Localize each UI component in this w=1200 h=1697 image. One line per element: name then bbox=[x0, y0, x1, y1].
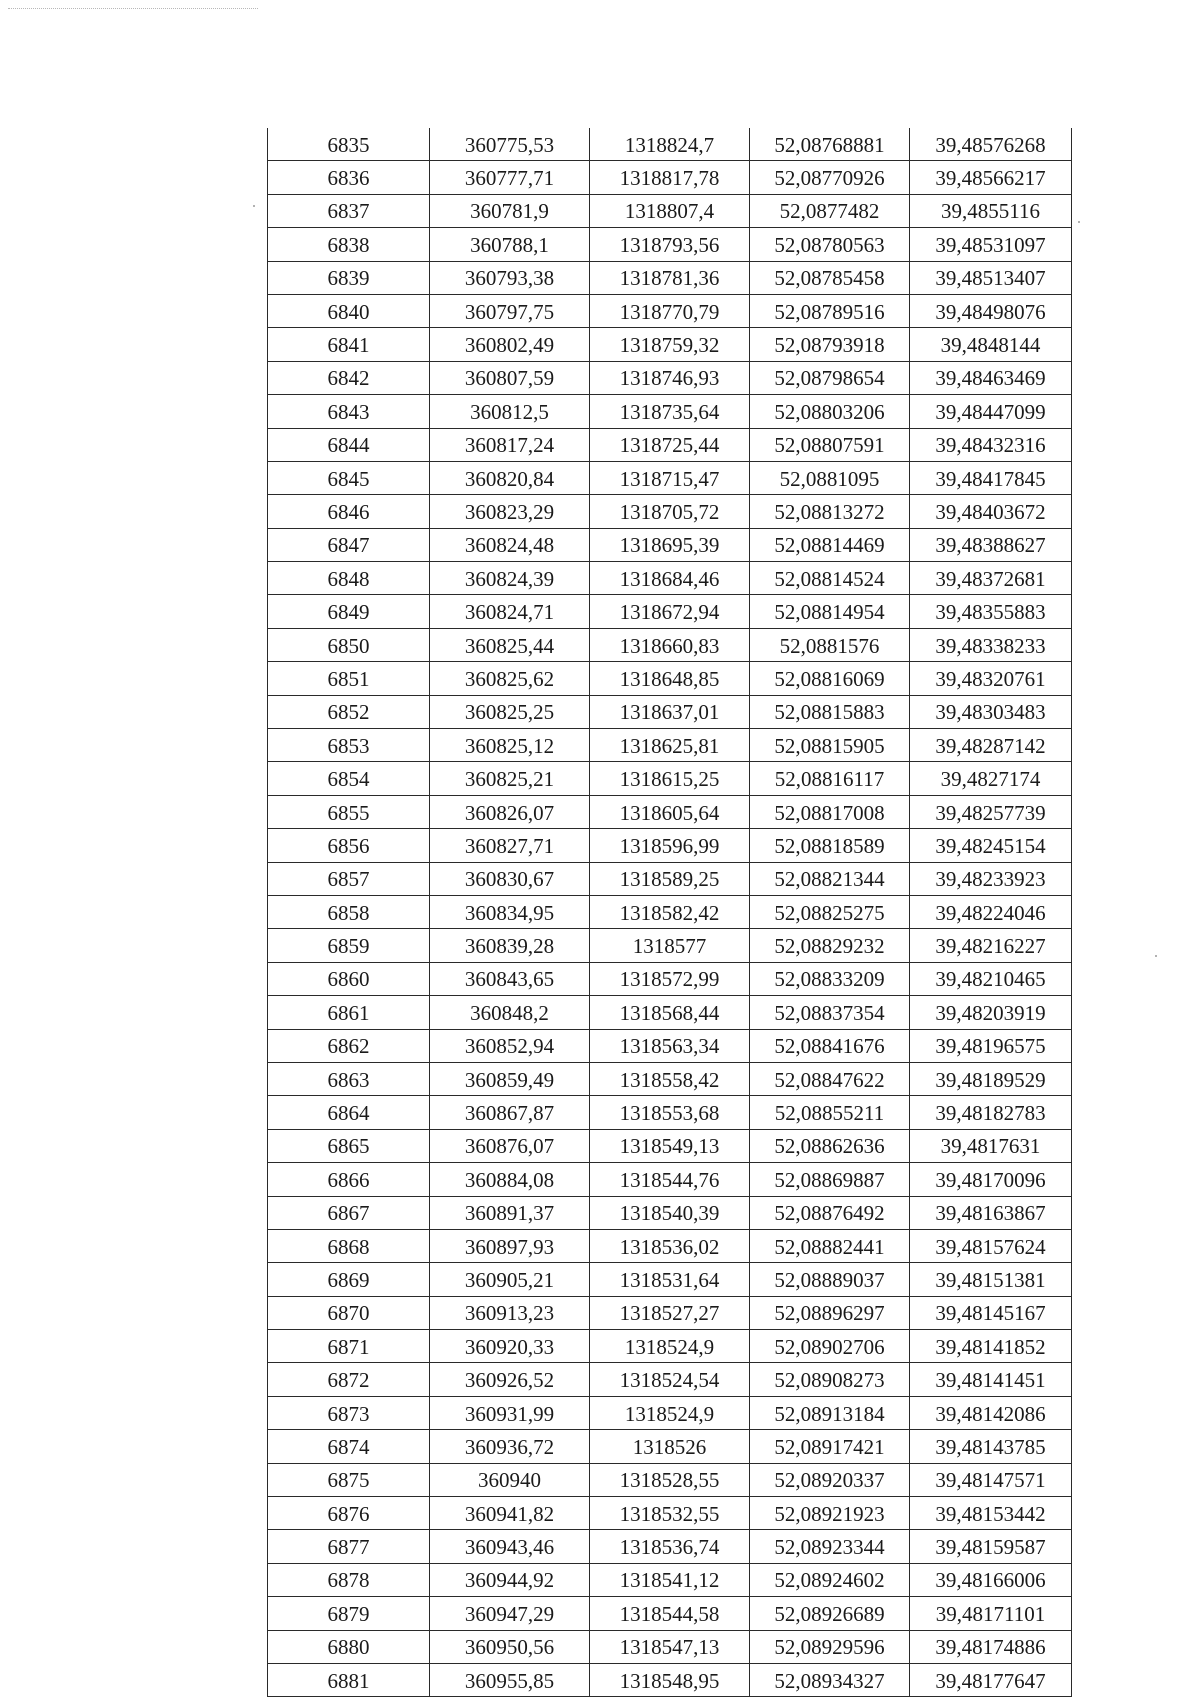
point-number-cell: 6857 bbox=[268, 862, 430, 895]
point-number-cell: 6848 bbox=[268, 562, 430, 595]
x-coordinate-cell: 360943,46 bbox=[430, 1530, 590, 1563]
latitude-cell: 52,08917421 bbox=[750, 1430, 910, 1463]
point-number-cell: 6874 bbox=[268, 1430, 430, 1463]
point-number-cell: 6854 bbox=[268, 762, 430, 795]
y-coordinate-cell: 1318553,68 bbox=[590, 1096, 750, 1129]
latitude-cell: 52,08855211 bbox=[750, 1096, 910, 1129]
point-number-cell: 6869 bbox=[268, 1263, 430, 1296]
point-number-cell: 6849 bbox=[268, 595, 430, 628]
x-coordinate-cell: 360947,29 bbox=[430, 1597, 590, 1630]
table-row bbox=[268, 1096, 1072, 1129]
y-coordinate-cell: 1318541,12 bbox=[590, 1563, 750, 1596]
latitude-cell: 52,08829232 bbox=[750, 929, 910, 962]
x-coordinate-cell: 360824,71 bbox=[430, 595, 590, 628]
y-coordinate-cell: 1318526 bbox=[590, 1430, 750, 1463]
longitude-cell: 39,48151381 bbox=[910, 1263, 1072, 1296]
y-coordinate-cell: 1318807,4 bbox=[590, 194, 750, 227]
x-coordinate-cell: 360876,07 bbox=[430, 1129, 590, 1162]
x-coordinate-cell: 360931,99 bbox=[430, 1396, 590, 1429]
latitude-cell: 52,08789516 bbox=[750, 294, 910, 327]
longitude-cell: 39,48403672 bbox=[910, 495, 1072, 528]
point-number-cell: 6856 bbox=[268, 829, 430, 862]
coordinates-table bbox=[267, 128, 1072, 1697]
y-coordinate-cell: 1318568,44 bbox=[590, 996, 750, 1029]
longitude-cell: 39,48163867 bbox=[910, 1196, 1072, 1229]
x-coordinate-cell: 360897,93 bbox=[430, 1229, 590, 1262]
table-row bbox=[268, 1430, 1072, 1463]
x-coordinate-cell: 360825,21 bbox=[430, 762, 590, 795]
table-row bbox=[268, 628, 1072, 661]
table-row bbox=[268, 1363, 1072, 1396]
longitude-cell: 39,48157624 bbox=[910, 1229, 1072, 1262]
y-coordinate-cell: 1318524,54 bbox=[590, 1363, 750, 1396]
y-coordinate-cell: 1318735,64 bbox=[590, 395, 750, 428]
point-number-cell: 6855 bbox=[268, 795, 430, 828]
point-number-cell: 6853 bbox=[268, 729, 430, 762]
latitude-cell: 52,08882441 bbox=[750, 1229, 910, 1262]
y-coordinate-cell: 1318672,94 bbox=[590, 595, 750, 628]
x-coordinate-cell: 360891,37 bbox=[430, 1196, 590, 1229]
point-number-cell: 6838 bbox=[268, 228, 430, 261]
longitude-cell: 39,48177647 bbox=[910, 1663, 1072, 1696]
longitude-cell: 39,48303483 bbox=[910, 695, 1072, 728]
longitude-cell: 39,48566217 bbox=[910, 161, 1072, 194]
latitude-cell: 52,08803206 bbox=[750, 395, 910, 428]
latitude-cell: 52,08813272 bbox=[750, 495, 910, 528]
table-row bbox=[268, 662, 1072, 695]
table-row bbox=[268, 461, 1072, 494]
x-coordinate-cell: 360797,75 bbox=[430, 294, 590, 327]
table-row bbox=[268, 1196, 1072, 1229]
x-coordinate-cell: 360920,33 bbox=[430, 1330, 590, 1363]
x-coordinate-cell: 360955,85 bbox=[430, 1663, 590, 1696]
longitude-cell: 39,48141451 bbox=[910, 1363, 1072, 1396]
table-row bbox=[268, 395, 1072, 428]
latitude-cell: 52,08815905 bbox=[750, 729, 910, 762]
latitude-cell: 52,08837354 bbox=[750, 996, 910, 1029]
longitude-cell: 39,48159587 bbox=[910, 1530, 1072, 1563]
latitude-cell: 52,08793918 bbox=[750, 328, 910, 361]
point-number-cell: 6878 bbox=[268, 1563, 430, 1596]
y-coordinate-cell: 1318532,55 bbox=[590, 1497, 750, 1530]
x-coordinate-cell: 360913,23 bbox=[430, 1296, 590, 1329]
x-coordinate-cell: 360936,72 bbox=[430, 1430, 590, 1463]
longitude-cell: 39,48174886 bbox=[910, 1630, 1072, 1663]
longitude-cell: 39,48166006 bbox=[910, 1563, 1072, 1596]
table-row bbox=[268, 695, 1072, 728]
table-row bbox=[268, 1229, 1072, 1262]
latitude-cell: 52,08913184 bbox=[750, 1396, 910, 1429]
table-row bbox=[268, 1396, 1072, 1429]
y-coordinate-cell: 1318660,83 bbox=[590, 628, 750, 661]
latitude-cell: 52,08814954 bbox=[750, 595, 910, 628]
x-coordinate-cell: 360781,9 bbox=[430, 194, 590, 227]
scan-speck bbox=[1155, 955, 1157, 957]
longitude-cell: 39,48145167 bbox=[910, 1296, 1072, 1329]
longitude-cell: 39,48287142 bbox=[910, 729, 1072, 762]
point-number-cell: 6880 bbox=[268, 1630, 430, 1663]
point-number-cell: 6842 bbox=[268, 361, 430, 394]
latitude-cell: 52,08929596 bbox=[750, 1630, 910, 1663]
table-row bbox=[268, 562, 1072, 595]
y-coordinate-cell: 1318705,72 bbox=[590, 495, 750, 528]
y-coordinate-cell: 1318759,32 bbox=[590, 328, 750, 361]
longitude-cell: 39,48257739 bbox=[910, 795, 1072, 828]
point-number-cell: 6852 bbox=[268, 695, 430, 728]
x-coordinate-cell: 360944,92 bbox=[430, 1563, 590, 1596]
y-coordinate-cell: 1318596,99 bbox=[590, 829, 750, 862]
table-row bbox=[268, 895, 1072, 928]
x-coordinate-cell: 360848,2 bbox=[430, 996, 590, 1029]
longitude-cell: 39,48182783 bbox=[910, 1096, 1072, 1129]
y-coordinate-cell: 1318549,13 bbox=[590, 1129, 750, 1162]
table-row bbox=[268, 729, 1072, 762]
point-number-cell: 6870 bbox=[268, 1296, 430, 1329]
longitude-cell: 39,48143785 bbox=[910, 1430, 1072, 1463]
longitude-cell: 39,48338233 bbox=[910, 628, 1072, 661]
point-number-cell: 6861 bbox=[268, 996, 430, 1029]
x-coordinate-cell: 360834,95 bbox=[430, 895, 590, 928]
latitude-cell: 52,08908273 bbox=[750, 1363, 910, 1396]
longitude-cell: 39,48216227 bbox=[910, 929, 1072, 962]
point-number-cell: 6835 bbox=[268, 128, 430, 161]
longitude-cell: 39,48576268 bbox=[910, 128, 1072, 161]
point-number-cell: 6867 bbox=[268, 1196, 430, 1229]
latitude-cell: 52,08896297 bbox=[750, 1296, 910, 1329]
latitude-cell: 52,0881576 bbox=[750, 628, 910, 661]
y-coordinate-cell: 1318625,81 bbox=[590, 729, 750, 762]
table-row bbox=[268, 795, 1072, 828]
latitude-cell: 52,08816117 bbox=[750, 762, 910, 795]
point-number-cell: 6841 bbox=[268, 328, 430, 361]
point-number-cell: 6844 bbox=[268, 428, 430, 461]
x-coordinate-cell: 360793,38 bbox=[430, 261, 590, 294]
y-coordinate-cell: 1318547,13 bbox=[590, 1630, 750, 1663]
longitude-cell: 39,4827174 bbox=[910, 762, 1072, 795]
y-coordinate-cell: 1318817,78 bbox=[590, 161, 750, 194]
latitude-cell: 52,08821344 bbox=[750, 862, 910, 895]
y-coordinate-cell: 1318528,55 bbox=[590, 1463, 750, 1496]
latitude-cell: 52,08814524 bbox=[750, 562, 910, 595]
latitude-cell: 52,08920337 bbox=[750, 1463, 910, 1496]
latitude-cell: 52,08807591 bbox=[750, 428, 910, 461]
longitude-cell: 39,48388627 bbox=[910, 528, 1072, 561]
longitude-cell: 39,48372681 bbox=[910, 562, 1072, 595]
table-row bbox=[268, 862, 1072, 895]
longitude-cell: 39,4855116 bbox=[910, 194, 1072, 227]
table-row bbox=[268, 528, 1072, 561]
point-number-cell: 6839 bbox=[268, 261, 430, 294]
x-coordinate-cell: 360859,49 bbox=[430, 1062, 590, 1095]
x-coordinate-cell: 360824,39 bbox=[430, 562, 590, 595]
table-row bbox=[268, 829, 1072, 862]
latitude-cell: 52,08798654 bbox=[750, 361, 910, 394]
y-coordinate-cell: 1318572,99 bbox=[590, 962, 750, 995]
y-coordinate-cell: 1318684,46 bbox=[590, 562, 750, 595]
table-row bbox=[268, 762, 1072, 795]
x-coordinate-cell: 360926,52 bbox=[430, 1363, 590, 1396]
table-row bbox=[268, 495, 1072, 528]
x-coordinate-cell: 360852,94 bbox=[430, 1029, 590, 1062]
point-number-cell: 6836 bbox=[268, 161, 430, 194]
y-coordinate-cell: 1318781,36 bbox=[590, 261, 750, 294]
y-coordinate-cell: 1318615,25 bbox=[590, 762, 750, 795]
point-number-cell: 6879 bbox=[268, 1597, 430, 1630]
longitude-cell: 39,48463469 bbox=[910, 361, 1072, 394]
point-number-cell: 6851 bbox=[268, 662, 430, 695]
y-coordinate-cell: 1318582,42 bbox=[590, 895, 750, 928]
longitude-cell: 39,48196575 bbox=[910, 1029, 1072, 1062]
latitude-cell: 52,08816069 bbox=[750, 662, 910, 695]
latitude-cell: 52,08770926 bbox=[750, 161, 910, 194]
table-row bbox=[268, 1330, 1072, 1363]
x-coordinate-cell: 360867,87 bbox=[430, 1096, 590, 1129]
latitude-cell: 52,08768881 bbox=[750, 128, 910, 161]
y-coordinate-cell: 1318725,44 bbox=[590, 428, 750, 461]
y-coordinate-cell: 1318524,9 bbox=[590, 1330, 750, 1363]
point-number-cell: 6845 bbox=[268, 461, 430, 494]
point-number-cell: 6866 bbox=[268, 1163, 430, 1196]
x-coordinate-cell: 360940 bbox=[430, 1463, 590, 1496]
y-coordinate-cell: 1318648,85 bbox=[590, 662, 750, 695]
point-number-cell: 6859 bbox=[268, 929, 430, 962]
table-row bbox=[268, 294, 1072, 327]
y-coordinate-cell: 1318544,76 bbox=[590, 1163, 750, 1196]
x-coordinate-cell: 360941,82 bbox=[430, 1497, 590, 1530]
y-coordinate-cell: 1318770,79 bbox=[590, 294, 750, 327]
y-coordinate-cell: 1318563,34 bbox=[590, 1029, 750, 1062]
longitude-cell: 39,48513407 bbox=[910, 261, 1072, 294]
y-coordinate-cell: 1318536,02 bbox=[590, 1229, 750, 1262]
point-number-cell: 6843 bbox=[268, 395, 430, 428]
longitude-cell: 39,48224046 bbox=[910, 895, 1072, 928]
table-row bbox=[268, 1597, 1072, 1630]
longitude-cell: 39,4848144 bbox=[910, 328, 1072, 361]
y-coordinate-cell: 1318577 bbox=[590, 929, 750, 962]
longitude-cell: 39,48498076 bbox=[910, 294, 1072, 327]
x-coordinate-cell: 360775,53 bbox=[430, 128, 590, 161]
longitude-cell: 39,48171101 bbox=[910, 1597, 1072, 1630]
point-number-cell: 6837 bbox=[268, 194, 430, 227]
table-row bbox=[268, 194, 1072, 227]
x-coordinate-cell: 360825,62 bbox=[430, 662, 590, 695]
latitude-cell: 52,08889037 bbox=[750, 1263, 910, 1296]
latitude-cell: 52,08876492 bbox=[750, 1196, 910, 1229]
latitude-cell: 52,08780563 bbox=[750, 228, 910, 261]
x-coordinate-cell: 360825,25 bbox=[430, 695, 590, 728]
point-number-cell: 6873 bbox=[268, 1396, 430, 1429]
y-coordinate-cell: 1318540,39 bbox=[590, 1196, 750, 1229]
point-number-cell: 6877 bbox=[268, 1530, 430, 1563]
coordinates-table-body bbox=[268, 128, 1072, 1697]
longitude-cell: 39,48320761 bbox=[910, 662, 1072, 695]
latitude-cell: 52,08825275 bbox=[750, 895, 910, 928]
x-coordinate-cell: 360843,65 bbox=[430, 962, 590, 995]
x-coordinate-cell: 360824,48 bbox=[430, 528, 590, 561]
latitude-cell: 52,0881095 bbox=[750, 461, 910, 494]
point-number-cell: 6847 bbox=[268, 528, 430, 561]
longitude-cell: 39,48233923 bbox=[910, 862, 1072, 895]
latitude-cell: 52,08817008 bbox=[750, 795, 910, 828]
longitude-cell: 39,48355883 bbox=[910, 595, 1072, 628]
longitude-cell: 39,48141852 bbox=[910, 1330, 1072, 1363]
latitude-cell: 52,08815883 bbox=[750, 695, 910, 728]
longitude-cell: 39,48531097 bbox=[910, 228, 1072, 261]
longitude-cell: 39,48203919 bbox=[910, 996, 1072, 1029]
table-row bbox=[268, 161, 1072, 194]
table-row bbox=[268, 1296, 1072, 1329]
table-row bbox=[268, 595, 1072, 628]
point-number-cell: 6858 bbox=[268, 895, 430, 928]
x-coordinate-cell: 360825,44 bbox=[430, 628, 590, 661]
table-row bbox=[268, 1029, 1072, 1062]
y-coordinate-cell: 1318527,27 bbox=[590, 1296, 750, 1329]
y-coordinate-cell: 1318536,74 bbox=[590, 1530, 750, 1563]
point-number-cell: 6863 bbox=[268, 1062, 430, 1095]
longitude-cell: 39,48170096 bbox=[910, 1163, 1072, 1196]
point-number-cell: 6865 bbox=[268, 1129, 430, 1162]
x-coordinate-cell: 360825,12 bbox=[430, 729, 590, 762]
latitude-cell: 52,08818589 bbox=[750, 829, 910, 862]
point-number-cell: 6871 bbox=[268, 1330, 430, 1363]
y-coordinate-cell: 1318746,93 bbox=[590, 361, 750, 394]
x-coordinate-cell: 360884,08 bbox=[430, 1163, 590, 1196]
latitude-cell: 52,08921923 bbox=[750, 1497, 910, 1530]
latitude-cell: 52,08923344 bbox=[750, 1530, 910, 1563]
point-number-cell: 6846 bbox=[268, 495, 430, 528]
latitude-cell: 52,08934327 bbox=[750, 1663, 910, 1696]
latitude-cell: 52,08924602 bbox=[750, 1563, 910, 1596]
table-row bbox=[268, 962, 1072, 995]
y-coordinate-cell: 1318558,42 bbox=[590, 1062, 750, 1095]
scan-artifact-line bbox=[8, 8, 258, 9]
longitude-cell: 39,4817631 bbox=[910, 1129, 1072, 1162]
y-coordinate-cell: 1318715,47 bbox=[590, 461, 750, 494]
y-coordinate-cell: 1318531,64 bbox=[590, 1263, 750, 1296]
point-number-cell: 6876 bbox=[268, 1497, 430, 1530]
table-row bbox=[268, 1163, 1072, 1196]
table-row bbox=[268, 1263, 1072, 1296]
table-row bbox=[268, 261, 1072, 294]
x-coordinate-cell: 360807,59 bbox=[430, 361, 590, 394]
latitude-cell: 52,08833209 bbox=[750, 962, 910, 995]
point-number-cell: 6864 bbox=[268, 1096, 430, 1129]
table-row bbox=[268, 361, 1072, 394]
x-coordinate-cell: 360950,56 bbox=[430, 1630, 590, 1663]
y-coordinate-cell: 1318548,95 bbox=[590, 1663, 750, 1696]
longitude-cell: 39,48447099 bbox=[910, 395, 1072, 428]
y-coordinate-cell: 1318695,39 bbox=[590, 528, 750, 561]
y-coordinate-cell: 1318605,64 bbox=[590, 795, 750, 828]
longitude-cell: 39,48245154 bbox=[910, 829, 1072, 862]
table-row bbox=[268, 428, 1072, 461]
latitude-cell: 52,08926689 bbox=[750, 1597, 910, 1630]
table-row bbox=[268, 996, 1072, 1029]
point-number-cell: 6875 bbox=[268, 1463, 430, 1496]
table-row bbox=[268, 1129, 1072, 1162]
point-number-cell: 6840 bbox=[268, 294, 430, 327]
x-coordinate-cell: 360802,49 bbox=[430, 328, 590, 361]
longitude-cell: 39,48153442 bbox=[910, 1497, 1072, 1530]
table-row bbox=[268, 1497, 1072, 1530]
point-number-cell: 6860 bbox=[268, 962, 430, 995]
latitude-cell: 52,08902706 bbox=[750, 1330, 910, 1363]
table-row bbox=[268, 929, 1072, 962]
longitude-cell: 39,48147571 bbox=[910, 1463, 1072, 1496]
latitude-cell: 52,08814469 bbox=[750, 528, 910, 561]
table-row bbox=[268, 1663, 1072, 1696]
longitude-cell: 39,48142086 bbox=[910, 1396, 1072, 1429]
table-row bbox=[268, 328, 1072, 361]
x-coordinate-cell: 360830,67 bbox=[430, 862, 590, 895]
table-row bbox=[268, 1463, 1072, 1496]
point-number-cell: 6862 bbox=[268, 1029, 430, 1062]
latitude-cell: 52,08862636 bbox=[750, 1129, 910, 1162]
latitude-cell: 52,08841676 bbox=[750, 1029, 910, 1062]
point-number-cell: 6850 bbox=[268, 628, 430, 661]
y-coordinate-cell: 1318544,58 bbox=[590, 1597, 750, 1630]
point-number-cell: 6868 bbox=[268, 1229, 430, 1262]
table-row bbox=[268, 1630, 1072, 1663]
x-coordinate-cell: 360839,28 bbox=[430, 929, 590, 962]
x-coordinate-cell: 360817,24 bbox=[430, 428, 590, 461]
y-coordinate-cell: 1318637,01 bbox=[590, 695, 750, 728]
table-row bbox=[268, 1563, 1072, 1596]
latitude-cell: 52,0877482 bbox=[750, 194, 910, 227]
x-coordinate-cell: 360827,71 bbox=[430, 829, 590, 862]
scan-speck bbox=[1078, 221, 1080, 223]
table-row bbox=[268, 1530, 1072, 1563]
latitude-cell: 52,08785458 bbox=[750, 261, 910, 294]
x-coordinate-cell: 360823,29 bbox=[430, 495, 590, 528]
point-number-cell: 6881 bbox=[268, 1663, 430, 1696]
table-row bbox=[268, 228, 1072, 261]
longitude-cell: 39,48432316 bbox=[910, 428, 1072, 461]
x-coordinate-cell: 360820,84 bbox=[430, 461, 590, 494]
y-coordinate-cell: 1318824,7 bbox=[590, 128, 750, 161]
longitude-cell: 39,48417845 bbox=[910, 461, 1072, 494]
latitude-cell: 52,08847622 bbox=[750, 1062, 910, 1095]
y-coordinate-cell: 1318793,56 bbox=[590, 228, 750, 261]
latitude-cell: 52,08869887 bbox=[750, 1163, 910, 1196]
table-row bbox=[268, 1062, 1072, 1095]
point-number-cell: 6872 bbox=[268, 1363, 430, 1396]
table-row bbox=[268, 128, 1072, 161]
x-coordinate-cell: 360826,07 bbox=[430, 795, 590, 828]
longitude-cell: 39,48189529 bbox=[910, 1062, 1072, 1095]
y-coordinate-cell: 1318589,25 bbox=[590, 862, 750, 895]
scan-speck bbox=[253, 205, 255, 207]
y-coordinate-cell: 1318524,9 bbox=[590, 1396, 750, 1429]
longitude-cell: 39,48210465 bbox=[910, 962, 1072, 995]
x-coordinate-cell: 360788,1 bbox=[430, 228, 590, 261]
x-coordinate-cell: 360812,5 bbox=[430, 395, 590, 428]
x-coordinate-cell: 360905,21 bbox=[430, 1263, 590, 1296]
x-coordinate-cell: 360777,71 bbox=[430, 161, 590, 194]
